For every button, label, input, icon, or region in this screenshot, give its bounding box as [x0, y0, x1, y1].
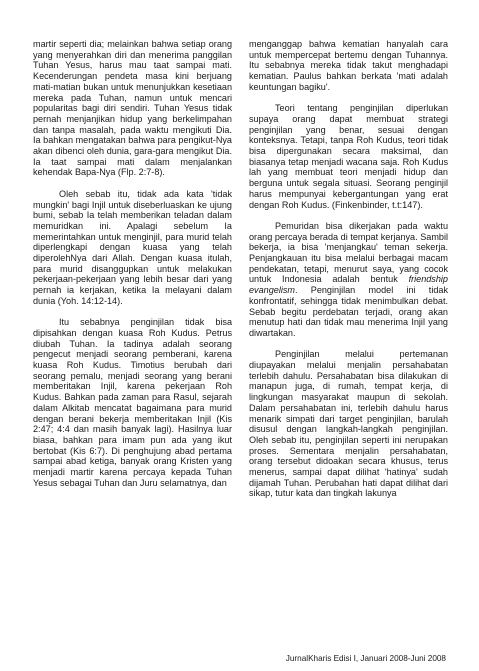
- paragraph: Itu sebabnya penginjilan tidak bisa dipisahkan dengan kuasa Roh Kudus. Petrus diubah Tuhan. Ia tadinya adalah seorang pengecut menjadi seorang pemberani, karena kuasa Roh Kudus. Timotius berubah dari seorang pemalu, menjadi seorang yang berani memberitakan Injil, karena pekerjaan Roh Kudus. Bahkan pada zaman para Rasul, sejarah dalam Alkitab mencatat bagaimana para murid dengan berani bekerja memberitakan Injil (Kis 2:47; 4:4 dan masih banyak lagi). Hasilnya luar biasa, bahkan para imam pun ada yang ikut bertobat (Kis 6:7). Di penghujung abad pertama sampai abad ketiga, banyak orang Kristen yang menjadi martir karena percaya kepada Tuhan Yesus sebagai Tuhan dan Juru selamatnya, dan: [33, 317, 232, 488]
- paragraph-with-emphasis: [249, 221, 448, 339]
- paragraph-text: . Penginjilan model ini tidak konfrontatif, sehingga tidak menimbulkan debat. Sebab begitu perdebatan terjadi, orang akan menutup hati dan tidak mau menerima Injil yang diwartakan.: [249, 285, 448, 338]
- paragraph: Oleh sebab itu, tidak ada kata 'tidak mungkin' bagi Injil untuk diseberluaskan ke ujung bumi, sebab Ia telah memberikan teladan dalam memuridkan ini. Apalagi sebelum Ia memerintahkan untuk menginjil, para murid telah diperlengkapi dengan kuasa yang telah diperolehNya dari Allah. Dengan kuasa itulah, para murid disanggupkan untuk melakukan pekerjaan-pekerjaan yang lebih besar dari yang pernah ia kerjakan, ketika Ia melayani dalam dunia (Yoh. 14:12-14).: [33, 188, 232, 306]
- paragraph: menganggap bahwa kematian hanyalah cara untuk mempercepat bertemu dengan Tuhannya. Itu sebabnya mereka tidak takut menghadapi kematian. Paulus bahkan berkata 'mati adalah keuntungan bagiku'.: [249, 39, 448, 92]
- paragraph: Penginjilan melalui pertemanan diupayakan melalui menjalin persahabatan terlebih dahulu. Persahabatan bisa dilakukan di manapun juga, di rumah, tempat kerja, di lingkungan masyarakat maupun di sekolah. Dalam persahabatan ini, terlebih dahulu harus menarik simpati dari target penginjilan, barulah disusul dengan langkah-langkah penginjilan. Oleh sebab itu, penginjilan seperti ini nerupakan proses. Sementara menjalin persahabatan, orang tersebut didoakan secara khusus, terus menerus, sampai dapat dilihat 'hatinya' sudah dijamah Tuhan. Perubahan hati dapat dilihat dari sikap, tutur kata dan tingkah lakunya: [249, 349, 448, 499]
- left-column: [33, 39, 232, 489]
- paragraph-text: Pemuridan bisa dikerjakan pada waktu orang percaya berada di tempat kerjanya. Sambil bekerja, ia bisa 'menjangkau' teman sekerja. Penjangkauan itu bisa melalui berbagai macam pendekatan, tetapi, menurut saya, yang cocok untuk Indonesia adalah bentuk: [249, 220, 448, 285]
- paragraph: martir seperti dia; melainkan bahwa setiap orang yang menyerahkan diri dan menerima panggilan Tuhan Yesus, harus mau taat sampai mati. Kecenderungan pendeta masa kini berjuang mati-matian bukan untuk menunjukkan kesetiaan mereka pada Tuhan, namun untuk mencari popularitas bagi diri sendiri. Tuhan Yesus tidak pernah menjanjikan hidup yang berkelimpahan dan tanpa masalah, pada waktu mengikuti Dia. Ia bahkan mengatakan bahwa para pengikut-Nya akan dibenci oleh dunia, gara-gara mengikut Dia. Ia taat sampai mati dalam menjalankan kehendak Bapa-Nya (Flp. 2:7-8).: [33, 39, 232, 178]
- page-footer: JurnalKharis Edisi I, Januari 2008-Juni 2008: [285, 654, 446, 663]
- emphasized-term: friendship evangelism: [249, 274, 448, 296]
- right-column: [249, 39, 448, 499]
- paragraph: Teori tentang penginjilan diperlukan supaya orang dapat membuat strategi penginjilan yang benar, sesuai dengan konteksnya. Tetapi, tanpa Roh Kudus, teori tidak bisa dipergunakan secara maksimal, dan biasanya tetap menjadi wacana saja. Roh Kudus lah yang membuat teori menjadi hidup dan berguna untuk segala situasi. Seorang penginjil harus mempunyai kebergantungan yang erat dengan Roh Kudus. (Finkenbinder, t.t:147).: [249, 103, 448, 210]
